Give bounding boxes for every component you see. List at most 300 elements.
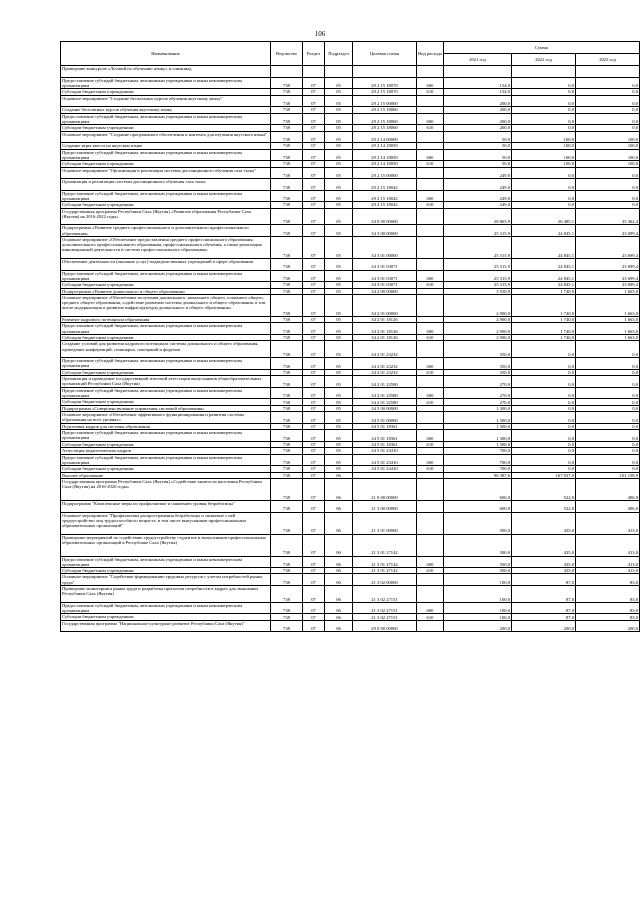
cell-section: 07 bbox=[303, 190, 325, 202]
cell-ministry: 738 bbox=[271, 466, 303, 472]
cell-name: Высшее образование bbox=[61, 472, 271, 478]
cell-subsection: 05 bbox=[325, 237, 353, 259]
header-2022: 2022 год bbox=[512, 54, 576, 66]
cell-ministry: 738 bbox=[271, 107, 303, 113]
cell-expense-type bbox=[417, 237, 444, 259]
cell-section: 07 bbox=[303, 202, 325, 208]
table-row bbox=[61, 500, 640, 512]
cell-target: 34 2 01 18126 bbox=[353, 335, 417, 341]
cell-2022: 0,0 bbox=[512, 167, 576, 179]
cell-name: Государственная программа "Национальное культурное развитие Республики Саха (Якутия)" bbox=[61, 620, 271, 632]
cell-name: Субсидии бюджетным учреждениям bbox=[61, 335, 271, 341]
cell-name: Проведение конкурсов «Лучший по обучению языку» и олимпиад bbox=[61, 66, 271, 78]
cell-expense-type: 600 bbox=[417, 454, 444, 466]
cell-2022: 0,0 bbox=[512, 430, 576, 442]
cell-2021: 50,0 bbox=[444, 131, 512, 143]
cell-subsection: 05 bbox=[325, 208, 353, 225]
cell-target: 21 0 00 00000 bbox=[353, 478, 417, 500]
cell-ministry: 738 bbox=[271, 295, 303, 317]
cell-name: Основное мероприятие "Создание бесплатных курсов обучения якутскому языку" bbox=[61, 95, 271, 107]
cell-target: 29 2 14 18050 bbox=[353, 149, 417, 161]
table-row bbox=[61, 323, 640, 335]
cell-section: 07 bbox=[303, 614, 325, 620]
cell-ministry: 738 bbox=[271, 341, 303, 358]
cell-2023: 100,0 bbox=[576, 131, 640, 143]
cell-2021: 2 900,0 bbox=[444, 335, 512, 341]
cell-ministry: 738 bbox=[271, 323, 303, 335]
table-row bbox=[61, 295, 640, 317]
cell-2023: 100,0 bbox=[576, 149, 640, 161]
cell-2022: 0,0 bbox=[512, 369, 576, 375]
cell-2022: 0,0 bbox=[512, 376, 576, 388]
cell-2022: 522,0 bbox=[512, 478, 576, 500]
cell-ministry: 738 bbox=[271, 131, 303, 143]
cell-2023: 100,0 bbox=[576, 161, 640, 167]
cell-2021: 100,0 bbox=[444, 586, 512, 603]
cell-target: 34 5 01 18361 bbox=[353, 423, 417, 429]
cell-ministry: 738 bbox=[271, 237, 303, 259]
cell-2023: 0,0 bbox=[576, 77, 640, 89]
cell-section: 07 bbox=[303, 167, 325, 179]
cell-target: 34 2 00 00000 bbox=[353, 288, 417, 294]
cell-2022: 0,0 bbox=[512, 202, 576, 208]
cell-expense-type bbox=[417, 167, 444, 179]
cell-expense-type bbox=[417, 225, 444, 237]
cell-subsection: 05 bbox=[325, 77, 353, 89]
cell-expense-type bbox=[417, 574, 444, 586]
cell-expense-type bbox=[417, 478, 444, 500]
cell-2022: 87,0 bbox=[512, 574, 576, 586]
table-row bbox=[61, 190, 640, 202]
cell-ministry: 738 bbox=[271, 270, 303, 282]
cell-name: Основное мероприятие "Организация и реализация системы дистанционного обучения саха тылы" bbox=[61, 167, 271, 179]
cell-2022: 87,0 bbox=[512, 602, 576, 614]
cell-section: 07 bbox=[303, 208, 325, 225]
cell-target: 29 2 15 18042 bbox=[353, 202, 417, 208]
cell-name: Субсидии бюджетным учреждениям bbox=[61, 399, 271, 405]
cell-2022: 24 845,1 bbox=[512, 225, 576, 237]
cell-subsection bbox=[325, 66, 353, 78]
cell-2023: 0,0 bbox=[576, 448, 640, 454]
cell-section: 07 bbox=[303, 620, 325, 632]
table-row bbox=[61, 66, 640, 78]
cell-2022: 87,0 bbox=[512, 614, 576, 620]
cell-subsection: 05 bbox=[325, 454, 353, 466]
cell-2023: 0,0 bbox=[576, 423, 640, 429]
cell-subsection: 05 bbox=[325, 448, 353, 454]
cell-2022: 435,0 bbox=[512, 534, 576, 556]
table-row bbox=[61, 113, 640, 125]
cell-2023: 413,0 bbox=[576, 556, 640, 568]
cell-2022: 100,0 bbox=[512, 149, 576, 161]
table-row bbox=[61, 237, 640, 259]
cell-name: Подпрограмма "Комплексные меры по профилактике и снижению уровня безработицы" bbox=[61, 500, 271, 512]
cell-2023: 0,0 bbox=[576, 358, 640, 370]
cell-2021: 350,0 bbox=[444, 341, 512, 358]
cell-section: 07 bbox=[303, 295, 325, 317]
cell-expense-type bbox=[417, 376, 444, 388]
cell-subsection: 05 bbox=[325, 317, 353, 323]
cell-ministry: 738 bbox=[271, 405, 303, 411]
cell-2021: 100,0 bbox=[444, 614, 512, 620]
cell-subsection: 06 bbox=[325, 472, 353, 478]
cell-2021: 249,0 bbox=[444, 190, 512, 202]
cell-2022: 0,0 bbox=[512, 387, 576, 399]
cell-name: Предоставление субсидий бюджетным, автономным учреждениям и иным некоммерческим организациям bbox=[61, 77, 271, 89]
cell-target: 34 3 00 00000 bbox=[353, 225, 417, 237]
cell-expense-type: 610 bbox=[417, 125, 444, 131]
cell-2023 bbox=[576, 66, 640, 78]
cell-target: 29 2 14 00000 bbox=[353, 131, 417, 143]
cell-2023: 0,0 bbox=[576, 405, 640, 411]
cell-subsection: 05 bbox=[325, 282, 353, 288]
cell-name: Субсидии бюджетным учреждениям bbox=[61, 161, 271, 167]
cell-subsection: 06 bbox=[325, 574, 353, 586]
cell-section: 07 bbox=[303, 430, 325, 442]
cell-name: Предоставление субсидий бюджетным, автономным учреждениям и иным некоммерческим организациям bbox=[61, 323, 271, 335]
cell-ministry bbox=[271, 66, 303, 78]
cell-ministry: 738 bbox=[271, 282, 303, 288]
table-row bbox=[61, 131, 640, 143]
cell-2021 bbox=[444, 66, 512, 78]
cell-name: Основное мероприятие «Обеспечение предоставления среднего профессионального образования, дополнительного профессионального образования, профессионального обучения, а также реализация инновационной деятельности в системе профессионального образования» bbox=[61, 237, 271, 259]
cell-2022: 0,0 bbox=[512, 423, 576, 429]
cell-section: 07 bbox=[303, 574, 325, 586]
cell-2021: 200,0 bbox=[444, 95, 512, 107]
cell-section: 07 bbox=[303, 113, 325, 125]
cell-expense-type: 600 bbox=[417, 556, 444, 568]
cell-2023: 1 663,0 bbox=[576, 317, 640, 323]
cell-2022: 1 740,0 bbox=[512, 288, 576, 294]
cell-name: Развитие кадрового потенциала образования bbox=[61, 317, 271, 323]
cell-2021: 2 900,0 bbox=[444, 323, 512, 335]
cell-name: Организация и реализация системы дистанционного обучения саха тылы bbox=[61, 179, 271, 191]
cell-2022: 522,0 bbox=[512, 500, 576, 512]
cell-name: Подпрограмма «Совершенствование управления системой образования» bbox=[61, 405, 271, 411]
cell-name: Субсидии бюджетным учреждениям bbox=[61, 282, 271, 288]
table-row bbox=[61, 259, 640, 271]
cell-section: 07 bbox=[303, 466, 325, 472]
cell-2021: 1 300,0 bbox=[444, 430, 512, 442]
cell-section: 07 bbox=[303, 512, 325, 534]
table-row bbox=[61, 167, 640, 179]
header-2023: 2023 год bbox=[576, 54, 640, 66]
cell-subsection: 05 bbox=[325, 430, 353, 442]
table-row bbox=[61, 534, 640, 556]
cell-ministry: 738 bbox=[271, 512, 303, 534]
cell-target: 21 3 02 27151 bbox=[353, 614, 417, 620]
cell-2022: 0,0 bbox=[512, 113, 576, 125]
cell-expense-type bbox=[417, 131, 444, 143]
cell-target: 29 2 14 18050 bbox=[353, 161, 417, 167]
cell-ministry: 738 bbox=[271, 602, 303, 614]
cell-2021: 200,0 bbox=[444, 107, 512, 113]
cell-section: 07 bbox=[303, 472, 325, 478]
cell-ministry: 738 bbox=[271, 430, 303, 442]
cell-2023: 0,0 bbox=[576, 369, 640, 375]
cell-name: Проведение мониторинга рынка труда и разработка прогнозов потребности в кадрах для экономики Республики Саха (Якутия) bbox=[61, 586, 271, 603]
cell-ministry: 738 bbox=[271, 376, 303, 388]
cell-2021: 3 550,0 bbox=[444, 288, 512, 294]
cell-subsection: 05 bbox=[325, 131, 353, 143]
cell-expense-type bbox=[417, 534, 444, 556]
cell-subsection: 05 bbox=[325, 95, 353, 107]
cell-2023: 83,0 bbox=[576, 586, 640, 603]
cell-target bbox=[353, 66, 417, 78]
cell-section: 07 bbox=[303, 586, 325, 603]
cell-name: Подготовка кадров для системы образования bbox=[61, 423, 271, 429]
cell-section: 07 bbox=[303, 89, 325, 95]
table-row bbox=[61, 358, 640, 370]
cell-subsection: 05 bbox=[325, 107, 353, 113]
cell-2021: 270,0 bbox=[444, 376, 512, 388]
cell-2021: 50,0 bbox=[444, 143, 512, 149]
cell-2022: 1 740,0 bbox=[512, 323, 576, 335]
cell-section: 07 bbox=[303, 358, 325, 370]
cell-2022: 435,0 bbox=[512, 512, 576, 534]
cell-section: 07 bbox=[303, 405, 325, 411]
cell-target: 34 3 01 03071 bbox=[353, 282, 417, 288]
cell-ministry: 738 bbox=[271, 620, 303, 632]
cell-expense-type bbox=[417, 259, 444, 271]
cell-2023: 101 158,9 bbox=[576, 472, 640, 478]
table-row bbox=[61, 225, 640, 237]
cell-target: 34 5 01 23410 bbox=[353, 454, 417, 466]
cell-2022: 0,0 bbox=[512, 341, 576, 358]
cell-ministry: 738 bbox=[271, 335, 303, 341]
cell-2022: 0,0 bbox=[512, 179, 576, 191]
cell-target: 21 3 02 27151 bbox=[353, 602, 417, 614]
cell-name: Предоставление субсидий бюджетным, автономным учреждениям и иным некоммерческим организациям bbox=[61, 113, 271, 125]
cell-name: Субсидии бюджетным учреждениям bbox=[61, 614, 271, 620]
cell-expense-type: 610 bbox=[417, 202, 444, 208]
cell-2023: 23 699,4 bbox=[576, 270, 640, 282]
header-target: Целевая статья bbox=[353, 42, 417, 66]
cell-2022: 0,0 bbox=[512, 358, 576, 370]
cell-section: 07 bbox=[303, 341, 325, 358]
cell-expense-type: 610 bbox=[417, 441, 444, 447]
table-row bbox=[61, 556, 640, 568]
cell-target: 29 2 15 18060 bbox=[353, 125, 417, 131]
cell-target: 29 2 14 18050 bbox=[353, 143, 417, 149]
cell-name: Аттестация педагогических кадров bbox=[61, 448, 271, 454]
cell-section: 07 bbox=[303, 282, 325, 288]
cell-subsection: 05 bbox=[325, 323, 353, 335]
cell-subsection: 06 bbox=[325, 534, 353, 556]
cell-expense-type: 610 bbox=[417, 161, 444, 167]
cell-2021: 350,0 bbox=[444, 358, 512, 370]
cell-subsection: 05 bbox=[325, 369, 353, 375]
cell-2022: 0,0 bbox=[512, 89, 576, 95]
cell-section: 07 bbox=[303, 107, 325, 113]
cell-subsection: 05 bbox=[325, 423, 353, 429]
cell-subsection: 06 bbox=[325, 614, 353, 620]
cell-2023: 1 663,0 bbox=[576, 335, 640, 341]
cell-target: 29 2 15 18060 bbox=[353, 113, 417, 125]
cell-ministry: 738 bbox=[271, 208, 303, 225]
cell-ministry: 738 bbox=[271, 568, 303, 574]
cell-expense-type: 610 bbox=[417, 369, 444, 375]
cell-2023: 413,0 bbox=[576, 512, 640, 534]
cell-2021: 270,0 bbox=[444, 387, 512, 399]
cell-expense-type bbox=[417, 412, 444, 424]
cell-subsection: 05 bbox=[325, 113, 353, 125]
cell-target: 21 3 01 27142 bbox=[353, 556, 417, 568]
cell-subsection: 05 bbox=[325, 295, 353, 317]
cell-target: 29 2 15 18070 bbox=[353, 89, 417, 95]
cell-2021: 50,0 bbox=[444, 161, 512, 167]
cell-expense-type: 600 bbox=[417, 77, 444, 89]
cell-section: 07 bbox=[303, 534, 325, 556]
cell-2022: 0,0 bbox=[512, 448, 576, 454]
cell-expense-type bbox=[417, 179, 444, 191]
cell-target: 21 3 01 27142 bbox=[353, 568, 417, 574]
header-name: Наименование bbox=[61, 42, 271, 66]
cell-subsection: 05 bbox=[325, 179, 353, 191]
cell-ministry: 738 bbox=[271, 534, 303, 556]
cell-ministry: 738 bbox=[271, 369, 303, 375]
header-sum: Сумма bbox=[444, 42, 640, 54]
table-row bbox=[61, 478, 640, 500]
cell-ministry: 738 bbox=[271, 614, 303, 620]
cell-ministry: 738 bbox=[271, 125, 303, 131]
cell-2021: 700,0 bbox=[444, 448, 512, 454]
cell-2022: 0,0 bbox=[512, 125, 576, 131]
cell-target: 34 3 01 03071 bbox=[353, 259, 417, 271]
cell-2022: 0,0 bbox=[512, 95, 576, 107]
cell-2022: 100,0 bbox=[512, 143, 576, 149]
table-body bbox=[61, 66, 640, 632]
cell-subsection: 05 bbox=[325, 161, 353, 167]
cell-expense-type bbox=[417, 208, 444, 225]
cell-2021: 154,0 bbox=[444, 77, 512, 89]
cell-ministry: 738 bbox=[271, 586, 303, 603]
cell-2023: 23 699,4 bbox=[576, 237, 640, 259]
cell-expense-type: 610 bbox=[417, 399, 444, 405]
cell-name: Подпрограмма «Развитие дошкольного и общего образования» bbox=[61, 288, 271, 294]
cell-2022: 435,0 bbox=[512, 568, 576, 574]
cell-subsection: 05 bbox=[325, 405, 353, 411]
cell-ministry: 738 bbox=[271, 441, 303, 447]
cell-ministry: 738 bbox=[271, 556, 303, 568]
cell-section: 07 bbox=[303, 270, 325, 282]
cell-target: 34 2 01 23232 bbox=[353, 369, 417, 375]
cell-2021: 2 900,0 bbox=[444, 317, 512, 323]
cell-2021: 154,0 bbox=[444, 89, 512, 95]
cell-2023: 83,0 bbox=[576, 602, 640, 614]
cell-section: 07 bbox=[303, 288, 325, 294]
cell-subsection: 05 bbox=[325, 441, 353, 447]
table-row bbox=[61, 341, 640, 358]
cell-2022: 0,0 bbox=[512, 190, 576, 202]
cell-2021: 1 300,0 bbox=[444, 405, 512, 411]
cell-2021: 200,0 bbox=[444, 113, 512, 125]
cell-2023: 83,0 bbox=[576, 574, 640, 586]
cell-section: 07 bbox=[303, 441, 325, 447]
cell-target: 34 5 01 18361 bbox=[353, 441, 417, 447]
cell-expense-type: 610 bbox=[417, 466, 444, 472]
cell-name: Субсидии бюджетным учреждениям bbox=[61, 369, 271, 375]
cell-subsection: 05 bbox=[325, 335, 353, 341]
cell-name: Предоставление субсидий бюджетным, автономным учреждениям и иным некоммерческим организациям bbox=[61, 430, 271, 442]
cell-name: Субсидии бюджетным учреждениям bbox=[61, 125, 271, 131]
header-ministry: Ведомство bbox=[271, 42, 303, 66]
cell-subsection: 06 bbox=[325, 568, 353, 574]
cell-2021: 1 300,0 bbox=[444, 441, 512, 447]
cell-2021: 500,0 bbox=[444, 534, 512, 556]
cell-subsection: 06 bbox=[325, 512, 353, 534]
cell-subsection: 05 bbox=[325, 288, 353, 294]
cell-target: 29 2 15 18060 bbox=[353, 107, 417, 113]
cell-subsection: 05 bbox=[325, 399, 353, 405]
cell-2023: 1 663,0 bbox=[576, 295, 640, 317]
cell-expense-type: 610 bbox=[417, 568, 444, 574]
cell-2021: 25 315,9 bbox=[444, 282, 512, 288]
cell-name: Основное мероприятие «Обеспечение эффективного функционирования и развития системы образования на всех уровнях» bbox=[61, 412, 271, 424]
cell-2023: 413,0 bbox=[576, 534, 640, 556]
cell-2021: 500,0 bbox=[444, 512, 512, 534]
cell-2022: 0,0 bbox=[512, 77, 576, 89]
cell-target: 29 2 15 00000 bbox=[353, 167, 417, 179]
cell-ministry: 738 bbox=[271, 259, 303, 271]
cell-subsection: 05 bbox=[325, 358, 353, 370]
cell-2022: 24 845,1 bbox=[512, 282, 576, 288]
cell-2023: 0,0 bbox=[576, 125, 640, 131]
cell-2021: 1 300,0 bbox=[444, 423, 512, 429]
cell-2023: 0,0 bbox=[576, 113, 640, 125]
cell-expense-type: 600 bbox=[417, 190, 444, 202]
cell-section: 07 bbox=[303, 556, 325, 568]
cell-ministry: 738 bbox=[271, 89, 303, 95]
cell-2023: 0,0 bbox=[576, 190, 640, 202]
cell-2023: 0,0 bbox=[576, 167, 640, 179]
cell-ministry: 738 bbox=[271, 387, 303, 399]
cell-name: Субсидии бюджетным учреждениям bbox=[61, 89, 271, 95]
cell-ministry: 738 bbox=[271, 95, 303, 107]
cell-target: 34 2 01 22580 bbox=[353, 387, 417, 399]
cell-ministry: 738 bbox=[271, 161, 303, 167]
cell-ministry: 738 bbox=[271, 399, 303, 405]
cell-expense-type bbox=[417, 512, 444, 534]
cell-ministry: 738 bbox=[271, 202, 303, 208]
cell-subsection: 05 bbox=[325, 376, 353, 388]
cell-target: 21 3 01 27142 bbox=[353, 534, 417, 556]
cell-2021: 96 387,6 bbox=[444, 472, 512, 478]
cell-name: Основное мероприятие «Обеспечение получения дошкольного, начального общего, основного общего, среднего общего образования, содействие развитию системы дошкольного и общего образования, в том числе модернизация и развитие инфраструктуры дошкольного и общего образования» bbox=[61, 295, 271, 317]
table-row bbox=[61, 387, 640, 399]
cell-name: Организация и проведение государственной итоговой аттестации выпускников общеобразовательных организаций Республики Саха (Якутия) bbox=[61, 376, 271, 388]
cell-section: 07 bbox=[303, 95, 325, 107]
cell-2023: 0,0 bbox=[576, 179, 640, 191]
cell-2021: 270,0 bbox=[444, 399, 512, 405]
cell-name: Предоставление субсидий бюджетным, автономным учреждениям и иным некоммерческим организациям bbox=[61, 602, 271, 614]
cell-2021: 500,0 bbox=[444, 568, 512, 574]
cell-name: Субсидии бюджетным учреждениям bbox=[61, 202, 271, 208]
cell-section: 07 bbox=[303, 412, 325, 424]
cell-2023: 0,0 bbox=[576, 376, 640, 388]
cell-2022: 24 845,1 bbox=[512, 259, 576, 271]
table-row bbox=[61, 149, 640, 161]
cell-subsection: 05 bbox=[325, 387, 353, 399]
cell-expense-type bbox=[417, 500, 444, 512]
table-row bbox=[61, 602, 640, 614]
cell-subsection: 05 bbox=[325, 125, 353, 131]
cell-subsection: 05 bbox=[325, 225, 353, 237]
cell-2023: 496,0 bbox=[576, 500, 640, 512]
cell-target: 29 0 00 00000 bbox=[353, 620, 417, 632]
cell-2022: 0,0 bbox=[512, 454, 576, 466]
cell-name: Предоставление субсидий бюджетным, автономным учреждениям и иным некоммерческим организациям bbox=[61, 454, 271, 466]
